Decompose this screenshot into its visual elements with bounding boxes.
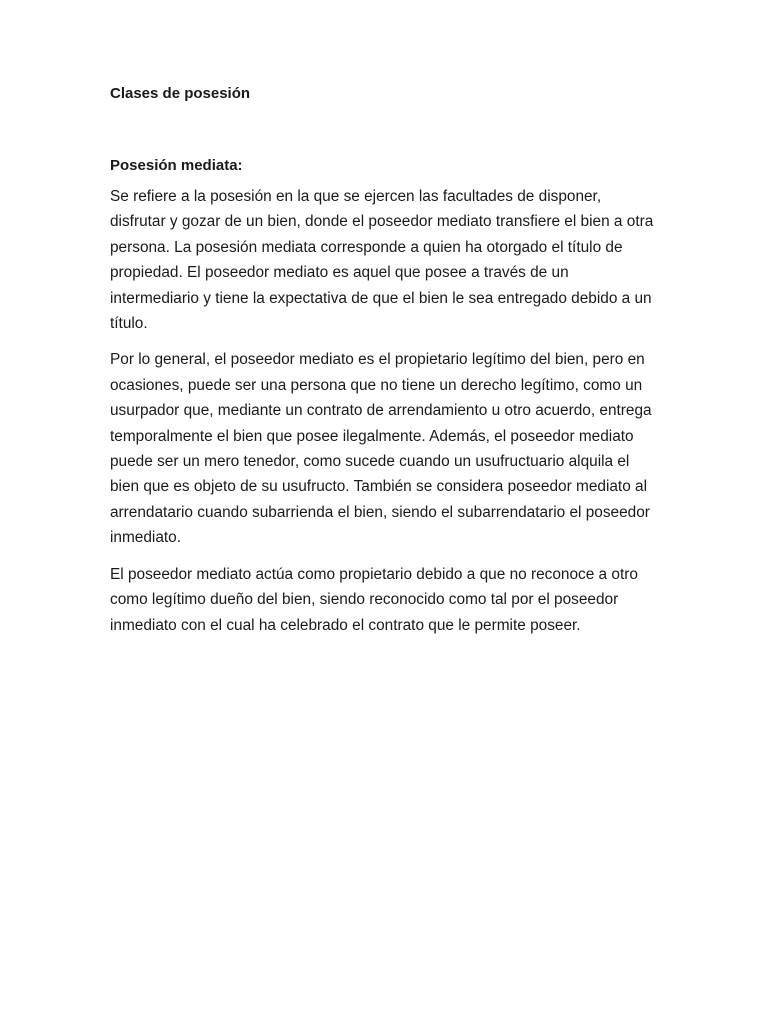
section-heading: Posesión mediata: bbox=[110, 157, 243, 174]
paragraph-1: Se refiere a la posesión en la que se ejercen las facultades de disponer, disfrutar y gozar de un bien, donde el poseedor mediato transfiere el bien a otra persona. La posesión mediata corresponde a quien ha otorgado el título de propiedad. El poseedor mediato es aquel que posee a través de un intermediario y tiene la expectativa de que el bien le sea entregado debido a un título. bbox=[110, 188, 654, 333]
paragraph-2: Por lo general, el poseedor mediato es el propietario legítimo del bien, pero en ocasiones, puede ser una persona que no tiene un derecho legítimo, como un usurpador que, mediante un contrato de arrendamiento u otro acuerdo, entrega temporalmente el bien que posee ilegalmente. Además, el poseedor mediato puede ser un mero tenedor, como sucede cuando un usufructuario alquila el bien que es objeto de su usufructo. También se considera poseedor mediato al arrendatario cuando subarrienda el bien, siendo el subarrendatario el poseedor inmediato. bbox=[110, 351, 652, 547]
paragraph-3: El poseedor mediato actúa como propietario debido a que no reconoce a otro como legítimo dueño del bien, siendo reconocido como tal por el poseedor inmediato con el cual ha celebrado el contrato que le permite poseer. bbox=[110, 565, 638, 634]
document-body bbox=[110, 84, 658, 638]
document-title: Clases de posesión bbox=[110, 85, 251, 102]
